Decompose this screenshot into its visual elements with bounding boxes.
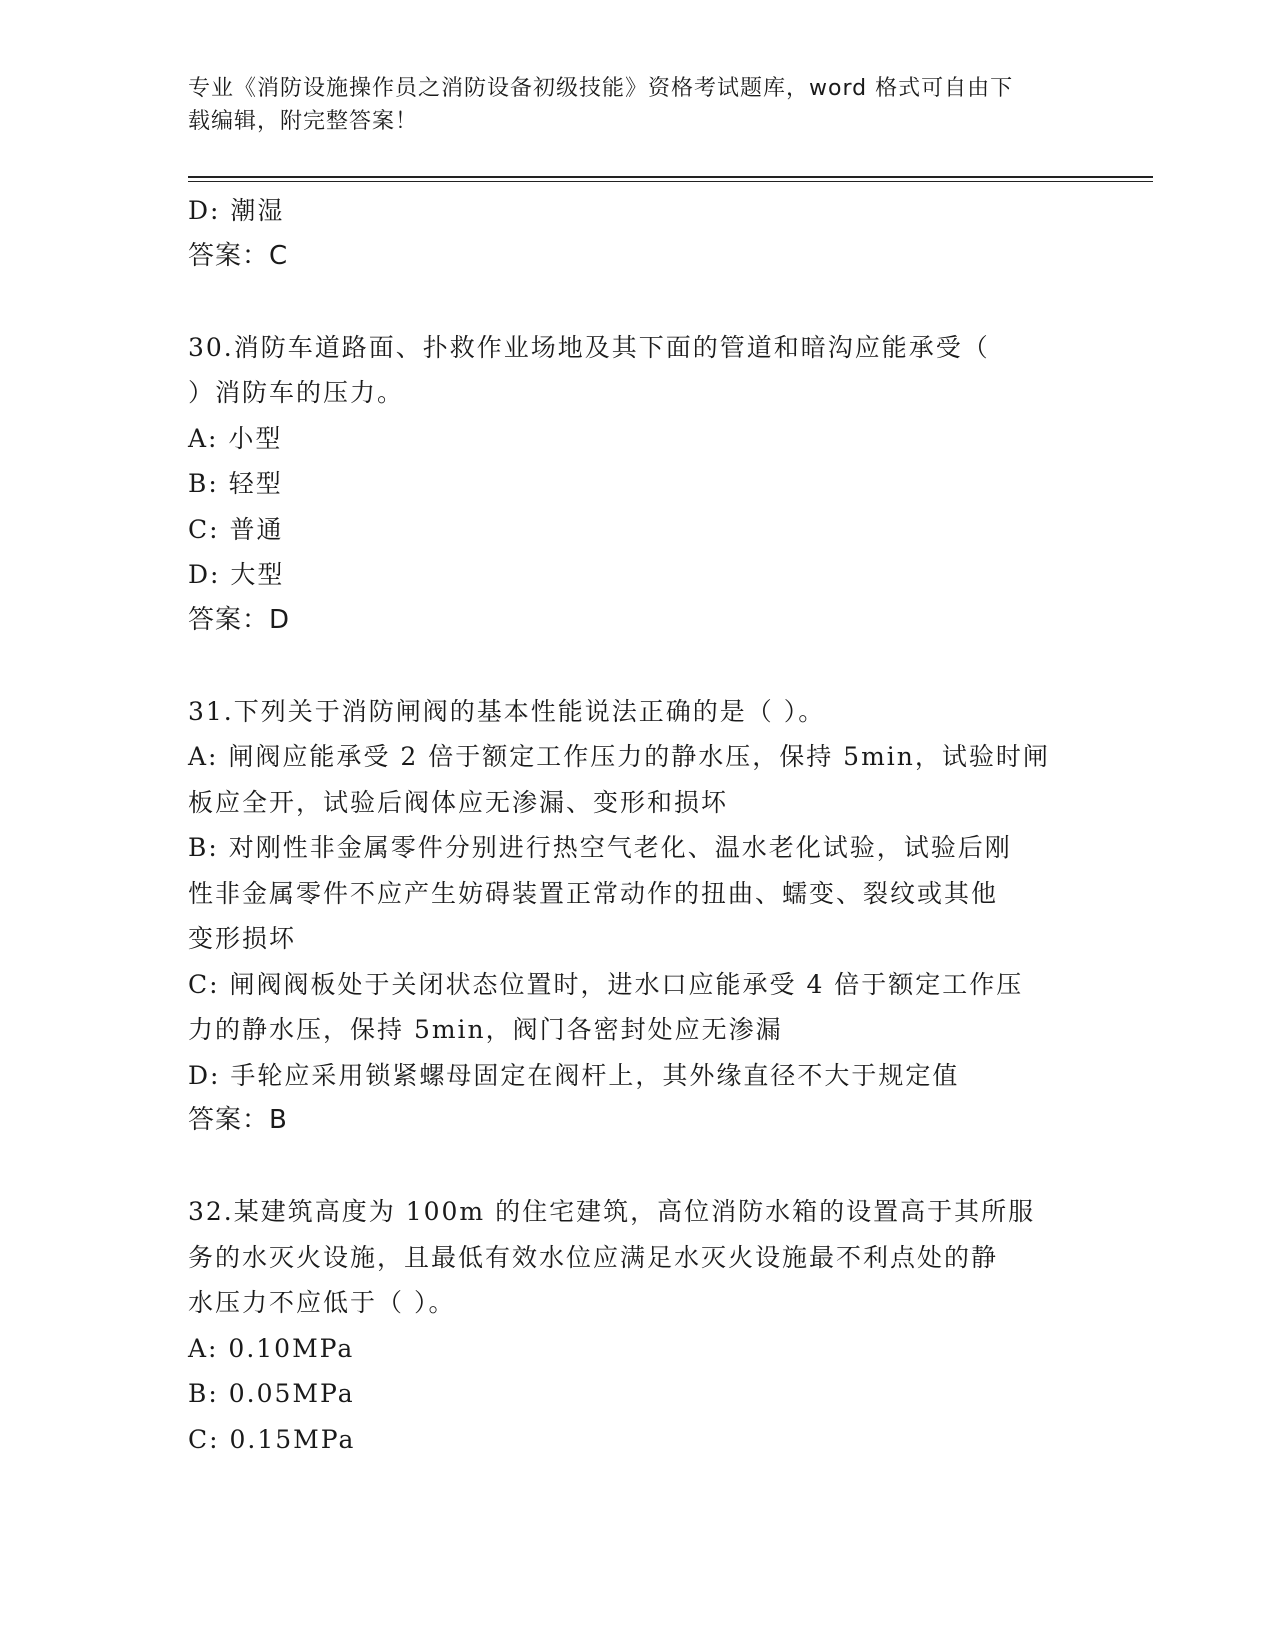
header-divider: [188, 176, 1153, 178]
q32-option-b: B: 0.05MPa: [188, 1379, 355, 1408]
q31-option-a: A: 闸阀应能承受 2 倍于额定工作压力的静水压，保持 5min，试验时闸: [188, 742, 1050, 771]
q31-stem: 31.下列关于消防闸阀的基本性能说法正确的是（ ）。: [188, 696, 826, 726]
q32-option-a: A: 0.10MPa: [188, 1333, 355, 1363]
q31-option-a-cont: 板应全开，试验后阀体应无渗漏、变形和损坏: [188, 787, 729, 817]
q29-option-d: D: 潮湿: [188, 196, 285, 225]
q31-option-d: D: 手轮应采用锁紧螺母固定在阀杆上，其外缘直径不大于规定值: [188, 1060, 960, 1090]
q31-answer: 答案：B: [188, 1105, 288, 1135]
header-divider-thin: [188, 181, 1153, 182]
q32-stem-cont2: 水压力不应低于（ ）。: [188, 1288, 456, 1317]
q32-option-c: C: 0.15MPa: [188, 1424, 356, 1454]
q30-option-d: D: 大型: [188, 560, 285, 589]
q31-option-c-cont: 力的静水压，保持 5min，阀门各密封处应无渗漏: [188, 1015, 783, 1044]
header-line-1: 专业《消防设施操作员之消防设备初级技能》资格考试题库，word 格式可自由下: [188, 76, 1014, 101]
question-content: [188, 188, 1088, 1462]
q30-option-b: B: 轻型: [188, 469, 283, 498]
header-line-2: 载编辑，附完整答案！: [188, 109, 419, 134]
spacer: [188, 1144, 1088, 1190]
q31-option-b-cont2: 变形损坏: [188, 924, 297, 953]
q31-option-b-cont: 性非金属零件不应产生妨碍装置正常动作的扭曲、蠕变、裂纹或其他: [188, 878, 999, 908]
spacer: [188, 643, 1088, 689]
page-header: [188, 72, 1078, 138]
q32-stem: 32.某建筑高度为 100m 的住宅建筑，高位消防水箱的设置高于其所服: [188, 1197, 1036, 1226]
q31-option-b: B: 对刚性非金属零件分别进行热空气老化、温水老化试验，试验后刚: [188, 833, 1012, 862]
q31-option-c: C: 闸阀阀板处于关闭状态位置时，进水口应能承受 4 倍于额定工作压: [188, 969, 1024, 999]
q29-answer: 答案：C: [188, 240, 289, 271]
q30-answer: 答案：D: [188, 604, 291, 635]
q30-option-c: C: 普通: [188, 514, 284, 544]
q30-stem-cont: ）消防车的压力。: [188, 378, 405, 407]
q32-stem-cont: 务的水灭火设施，且最低有效水位应满足水灭火设施最不利点处的静: [188, 1242, 999, 1272]
q30-option-a: A: 小型: [188, 423, 283, 453]
spacer: [188, 279, 1088, 325]
q30-stem: 30.消防车道路面、扑救作业场地及其下面的管道和暗沟应能承受（: [188, 332, 990, 362]
